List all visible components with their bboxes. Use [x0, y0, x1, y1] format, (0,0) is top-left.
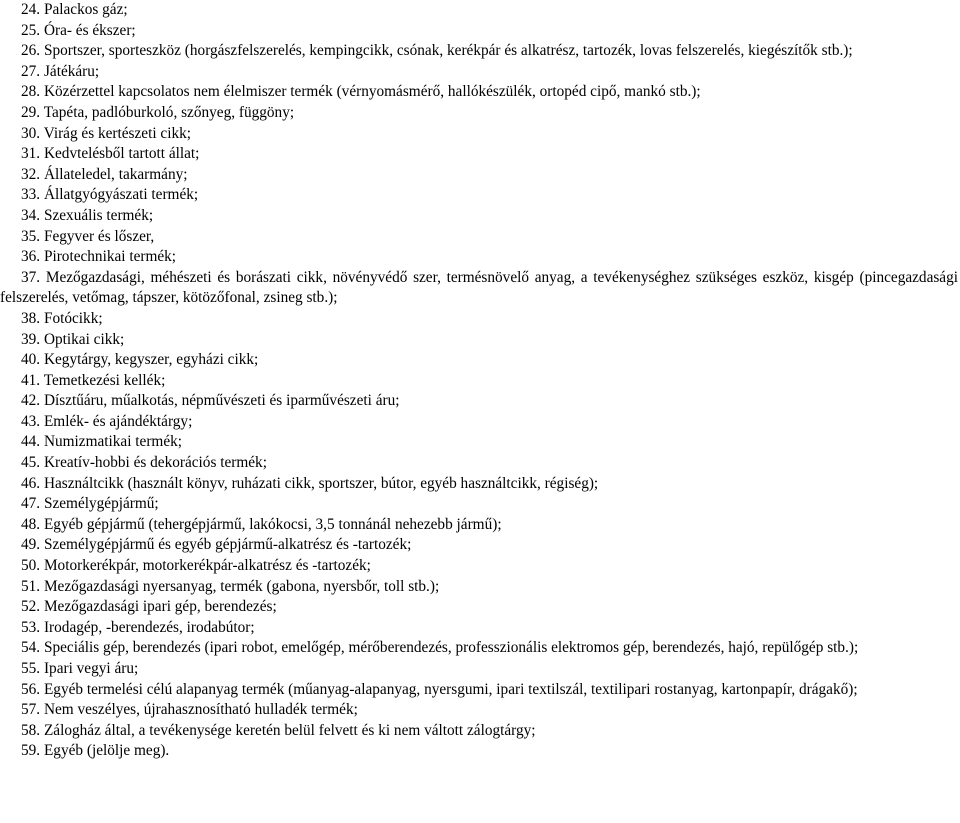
item-text: Fotócikk;	[43, 309, 103, 327]
item-number: 44.	[21, 433, 41, 451]
list-item	[0, 556, 960, 577]
item-number: 52.	[21, 598, 41, 616]
list-item	[0, 62, 960, 83]
item-text: Használtcikk (használt könyv, ruházati cikk, sportszer, bútor, egyéb használtcikk, régiség);	[43, 474, 599, 492]
item-text: Óra- és ékszer;	[43, 21, 136, 39]
item-text: Mezőgazdasági ipari gép, berendezés;	[43, 598, 277, 616]
item-number: 46.	[21, 474, 41, 492]
item-text: Tapéta, padlóburkoló, szőnyeg, függöny;	[43, 103, 295, 121]
item-text: Állatgyógyászati termék;	[43, 186, 199, 204]
list-item	[0, 330, 960, 351]
item-text: Egyéb termelési célú alapanyag termék (műanyag-alapanyag, nyersgumi, ipari textilszál, textilipari rostanyag, kartonpapír, drágakő);	[43, 680, 858, 698]
list-item	[0, 350, 960, 371]
item-number: 33.	[21, 186, 41, 204]
list-item	[0, 618, 960, 639]
item-text: Személygépjármű;	[43, 495, 159, 513]
item-number: 48.	[21, 515, 41, 533]
item-number: 26.	[21, 42, 41, 60]
item-number: 47.	[21, 495, 41, 513]
list-item	[0, 680, 958, 701]
item-text: Szexuális termék;	[43, 206, 154, 224]
list-item	[0, 721, 960, 742]
item-number: 57.	[21, 701, 41, 719]
item-text: Sportszer, sporteszköz (horgászfelszerelés, kempingcikk, csónak, kerékpár és alkatrész, tartozék, lovas felszerelés, kiegészítők stb.);	[43, 42, 853, 60]
item-text: Motorkerékpár, motorkerékpár-alkatrész és -tartozék;	[43, 557, 371, 575]
item-number: 55.	[21, 660, 41, 677]
item-text: Egyéb (jelölje meg).	[43, 742, 170, 760]
list-item	[0, 82, 960, 103]
item-number: 41.	[21, 371, 41, 389]
list-item	[0, 515, 960, 536]
list-item	[0, 659, 960, 680]
item-text: Irodagép, -berendezés, irodabútor;	[43, 618, 255, 636]
item-text: Kreatív-hobbi és dekorációs termék;	[43, 454, 267, 472]
item-number: 54.	[21, 639, 41, 657]
item-text: Zálogház által, a tevékenysége keretén belül felvett és ki nem váltott zálogtárgy;	[43, 721, 536, 739]
item-number: 35.	[21, 227, 41, 245]
item-number: 53.	[21, 618, 41, 636]
item-text: Mezőgazdasági nyersanyag, termék (gabona, nyersbőr, toll stb.);	[43, 577, 440, 595]
list-item	[0, 391, 960, 412]
list-item	[0, 453, 960, 474]
item-number: 38.	[21, 309, 41, 327]
item-number: 30.	[21, 124, 41, 142]
list-item	[0, 432, 960, 453]
list-item	[0, 638, 958, 659]
item-text: Fegyver és lőszer,	[43, 227, 155, 245]
item-number: 31.	[21, 145, 41, 163]
item-text: Speciális gép, berendezés (ipari robot, emelőgép, mérőberendezés, professzionális elektromos gép, berendezés, hajó, repülőgép stb.);	[43, 639, 859, 657]
list-item	[0, 0, 960, 21]
item-number: 45.	[21, 454, 41, 472]
item-number: 39.	[21, 330, 41, 348]
item-text: Állateledel, takarmány;	[43, 165, 188, 183]
item-number: 36.	[21, 248, 41, 266]
item-number: 51.	[21, 577, 41, 595]
item-text: Virág és kertészeti cikk;	[43, 124, 192, 142]
item-text: Közérzettel kapcsolatos nem élelmiszer termék (vérnyomásmérő, hallókészülék, ortopéd cipő, mankó stb.);	[43, 83, 701, 101]
item-number: 56.	[21, 680, 41, 698]
item-number: 40.	[21, 351, 41, 369]
item-text: Temetkezési kellék;	[43, 371, 166, 389]
item-text: Optikai cikk;	[43, 330, 125, 348]
item-text: Nem veszélyes, újrahasznosítható hulladék termék;	[43, 701, 358, 719]
item-number: 28.	[21, 83, 41, 101]
item-text: Dísztűáru, műalkotás, népművészeti és iparművészeti áru;	[43, 392, 400, 410]
list-item	[0, 577, 960, 598]
list-item	[0, 412, 960, 433]
item-number: 42.	[21, 392, 41, 410]
list-item	[0, 185, 960, 206]
item-number: 43.	[21, 412, 41, 430]
list-item	[0, 597, 960, 618]
item-number: 32.	[21, 165, 41, 183]
item-number: 59.	[21, 742, 41, 760]
list-item	[0, 247, 960, 268]
list-item	[0, 700, 960, 721]
list-item	[0, 206, 960, 227]
item-text: Játékáru;	[43, 62, 100, 80]
item-number: 37.	[21, 268, 41, 286]
item-text: Ipari vegyi áru;	[43, 660, 139, 677]
item-number: 34.	[21, 206, 41, 224]
item-number: 58.	[21, 721, 41, 739]
item-number: 25.	[21, 21, 41, 39]
item-number: 29.	[21, 103, 41, 121]
list-item	[0, 309, 960, 330]
item-text: Numizmatikai termék;	[43, 433, 183, 451]
list-item	[0, 474, 960, 495]
list-item	[0, 165, 960, 186]
item-text: Palackos gáz;	[43, 1, 128, 18]
list-item	[0, 494, 960, 515]
item-number: 27.	[21, 62, 41, 80]
list-item	[0, 371, 960, 392]
item-text: Kedvtelésből tartott állat;	[43, 145, 200, 163]
item-number: 50.	[21, 557, 41, 575]
list-item	[0, 103, 960, 124]
list-item	[0, 227, 960, 248]
item-number: 49.	[21, 536, 41, 554]
item-text: Pirotechnikai termék;	[43, 248, 177, 266]
list-item	[0, 268, 958, 309]
item-text: Emlék- és ajándéktárgy;	[43, 412, 193, 430]
list-item	[0, 124, 960, 145]
item-text: Egyéb gépjármű (tehergépjármű, lakókocsi, 3,5 tonnánál nehezebb jármű);	[43, 515, 502, 533]
item-text: Mezőgazdasági, méhészeti és borászati cikk, növényvédő szer, termésnövelő anyag, a tevékenységhez szükséges eszköz, kisgép (pincegazdasági felszerelés, vetőmag, tápszer, kötözőfonal, zsineg stb.);	[0, 268, 958, 307]
list-item	[0, 535, 960, 556]
list-item	[0, 21, 960, 42]
item-number: 24.	[21, 1, 41, 18]
list-item	[0, 144, 960, 165]
item-text: Kegytárgy, kegyszer, egyházi cikk;	[43, 351, 259, 369]
list-item	[0, 741, 960, 762]
list-item	[0, 41, 958, 62]
item-text: Személygépjármű és egyéb gépjármű-alkatrész és -tartozék;	[43, 536, 412, 554]
